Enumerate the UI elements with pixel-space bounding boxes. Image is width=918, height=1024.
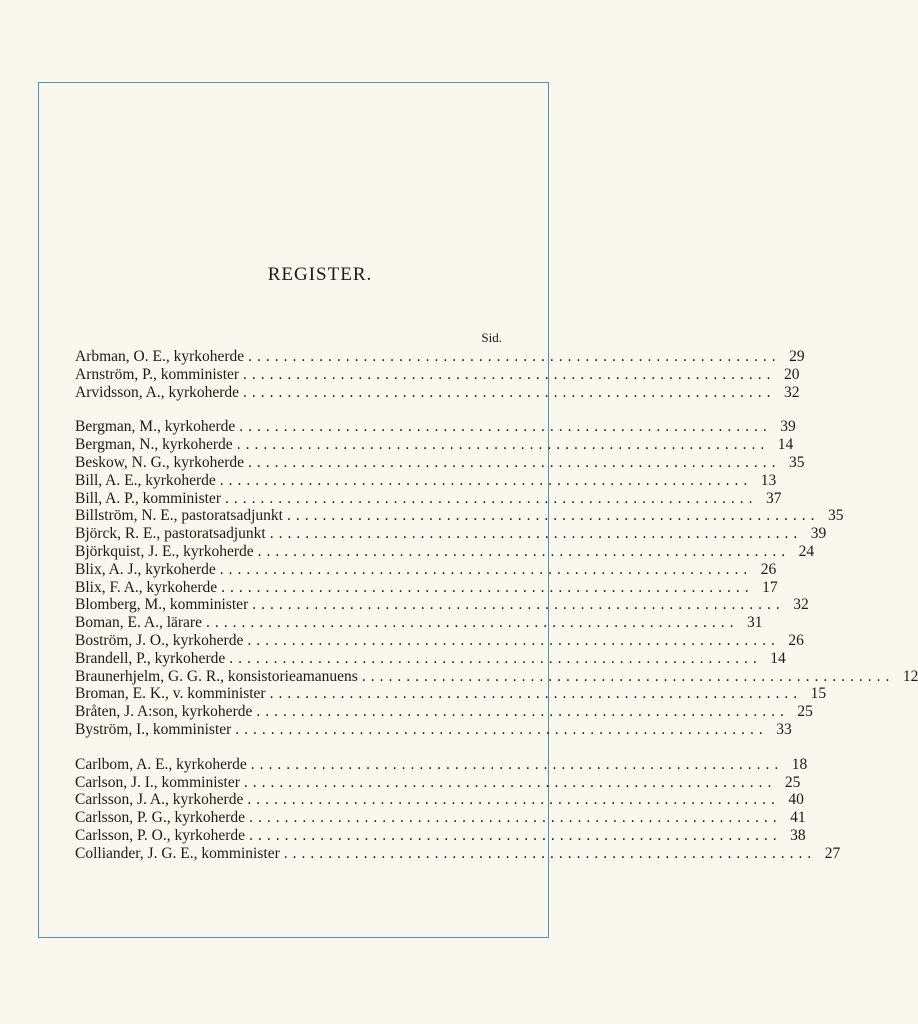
register-entry [75,507,844,525]
entry-name: Braunerhjelm, G. G. R., konsistorieamanuens [75,667,358,685]
entry-name: Blix, F. A., kyrkoherde [75,578,218,596]
register-entry [75,383,800,402]
entry-page: 25 [797,703,813,721]
entry-page: 35 [789,453,805,471]
entry-page: 29 [789,348,805,365]
entry-page: 27 [824,844,841,862]
register-entry [75,791,804,809]
entry-name: Blomberg, M., komminister [75,596,249,614]
entry-name: Colliander, J. G. E., komminister [75,844,280,862]
register-group-b [75,418,918,738]
entry-page: 31 [746,614,763,632]
leader-dots: ............................................................ [219,560,753,578]
leader-dots: ............................................................ [257,542,791,560]
register-entry [75,542,815,561]
register-entry [75,348,805,366]
entry-page: 35 [827,507,844,525]
entry-page: 39 [780,418,796,436]
entry-page: 40 [788,791,804,809]
entry-page: 24 [798,542,815,560]
register-entry [75,826,806,845]
entry-name: Bergman, M., kyrkoherde [75,418,236,436]
register-entry [75,720,792,739]
entry-name: Bill, A. P., komminister [75,489,221,507]
register-entry [75,560,777,579]
leader-dots: ............................................................ [269,685,803,703]
entry-page: 41 [790,809,806,827]
leader-dots: ............................................................ [229,649,762,667]
entry-name: Bråten, J. A:son, kyrkoherde [75,703,253,721]
register-entry [75,685,827,703]
register-entry [75,578,778,597]
register-entry [75,365,800,384]
entry-name: Arbman, O. E., kyrkoherde [75,348,245,365]
entry-page: 39 [810,525,827,543]
entry-page: 15 [810,685,827,703]
entry-page: 32 [793,596,809,614]
register-list [75,348,918,880]
leader-dots: ............................................................ [236,436,770,454]
leader-dots: ............................................................ [224,489,758,507]
register-entry [75,614,763,632]
register-entry [75,703,813,721]
leader-dots: ............................................................ [252,596,785,614]
entry-name: Broman, E. K., v. komminister [75,685,266,703]
leader-dots: ............................................................ [248,453,781,471]
entry-page: 18 [791,755,808,773]
entry-name: Beskow, N. G., kyrkoherde [75,453,245,471]
entry-name: Carlson, J. I., komminister [75,773,240,791]
entry-name: Byström, I., komminister [75,720,232,738]
leader-dots: ............................................................ [235,720,768,738]
entry-name: Arvidsson, A., kyrkoherde [75,383,240,401]
entry-name: Carlbom, A. E., kyrkoherde [75,755,247,773]
entry-page: 14 [777,436,794,454]
leader-dots: ............................................................ [205,614,739,632]
leader-dots: ............................................................ [239,418,772,436]
entry-page: 26 [788,631,804,649]
register-group-a [75,348,805,401]
entry-page: 37 [765,489,782,507]
page-title: REGISTER. [267,264,373,285]
register-entry [75,436,794,454]
register-entry [75,453,805,472]
entry-page: 33 [776,720,792,738]
leader-dots: ............................................................ [248,348,781,365]
leader-dots: ............................................................ [243,383,776,401]
leader-dots: ............................................................ [221,578,754,596]
register-entry [75,773,801,792]
leader-dots: ............................................................ [286,507,820,525]
entry-name: Boman, E. A., lärare [75,614,202,632]
entry-page: 26 [760,560,777,578]
entry-name: Brandell, P., kyrkoherde [75,649,226,667]
register-entry [75,596,809,614]
entry-name: Billström, N. E., pastoratsadjunkt [75,507,283,525]
leader-dots: ............................................................ [256,703,789,721]
leader-dots: ............................................................ [249,826,782,844]
entry-page: 20 [784,365,800,383]
leader-dots: ............................................................ [219,471,753,489]
entry-name: Bill, A. E., kyrkoherde [75,471,216,489]
register-entry [75,631,804,650]
leader-dots: ............................................................ [243,773,777,791]
register-entry [75,471,777,490]
entry-name: Carlsson, P. O., kyrkoherde [75,826,246,844]
entry-name: Arnström, P., komminister [75,365,240,383]
leader-dots: ............................................................ [247,631,780,649]
entry-page: 38 [790,826,806,844]
entry-page: 32 [784,383,800,401]
entry-page: 14 [770,649,786,667]
entry-name: Carlsson, P. G., kyrkoherde [75,809,246,827]
leader-dots: ............................................................ [250,755,784,773]
register-entry [75,489,782,508]
leader-dots: ............................................................ [243,365,776,383]
entry-name: Boström, J. O., kyrkoherde [75,631,244,649]
leader-dots: ............................................................ [361,667,895,685]
entry-page: 13 [760,471,777,489]
entry-name: Bergman, N., kyrkoherde [75,436,233,454]
register-entry [75,844,841,863]
entry-page: 25 [784,773,801,791]
register-entry [75,809,806,827]
leader-dots: ............................................................ [247,791,780,809]
entry-name: Björkquist, J. E., kyrkoherde [75,542,254,560]
leader-dots: ............................................................ [249,809,782,827]
register-entry [75,418,796,436]
entry-name: Carlsson, J. A., kyrkoherde [75,791,244,809]
entry-page: 12 [902,667,918,685]
leader-dots: ............................................................ [269,525,803,543]
entry-page: 17 [762,578,778,596]
entry-name: Blix, A. J., kyrkoherde [75,560,216,578]
register-entry [75,755,808,774]
page-column-label: Sid. [481,330,502,345]
leader-dots: ............................................................ [283,844,817,862]
entry-name: Björck, R. E., pastoratsadjunkt [75,525,266,543]
register-entry [75,649,786,668]
register-entry [75,525,827,543]
register-group-c [75,755,841,863]
register-entry [75,667,918,686]
